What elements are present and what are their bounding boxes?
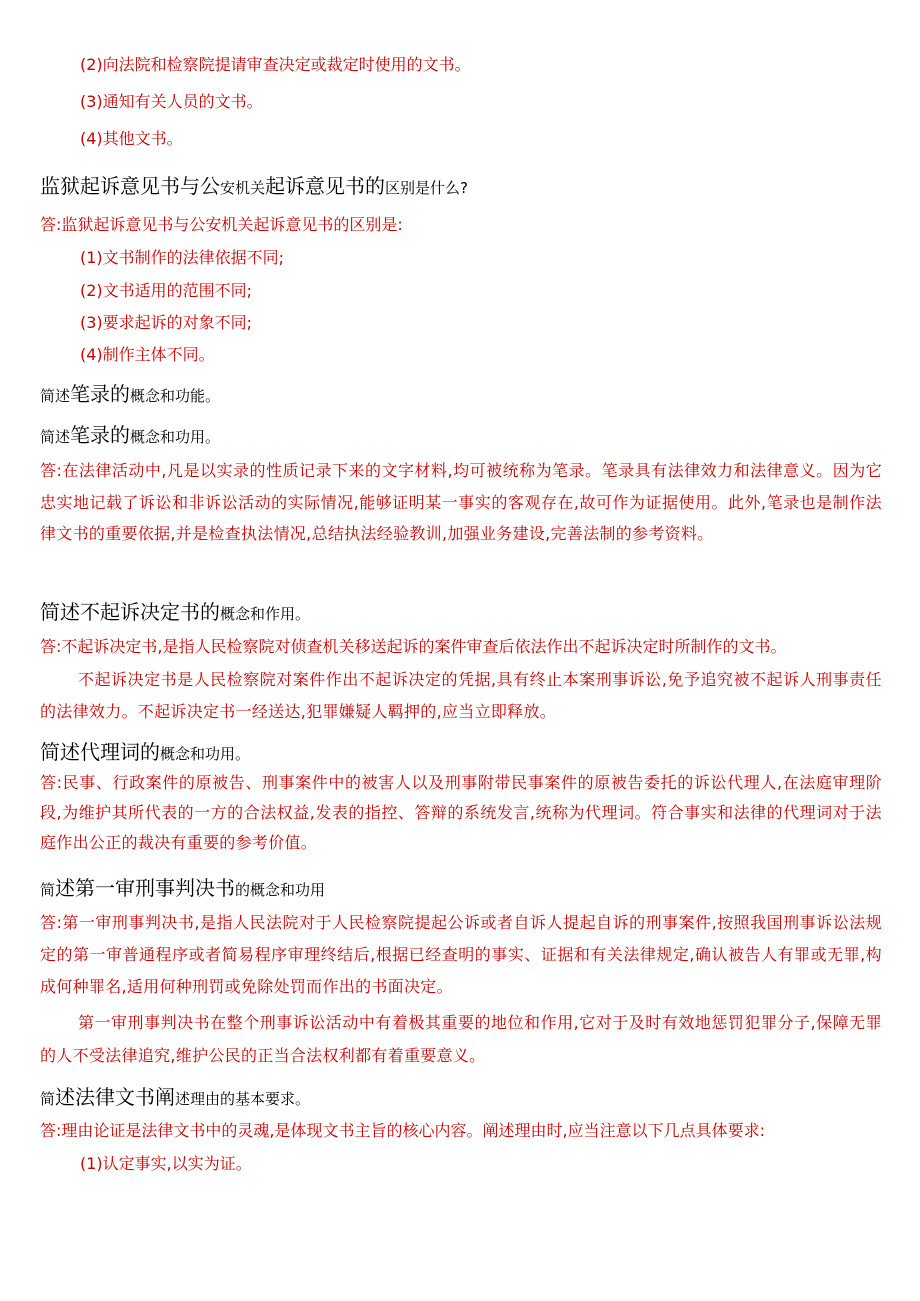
question-heading — [40, 419, 220, 448]
answer-text: 答:监狱起诉意见书与公安机关起诉意见书的区别是: — [40, 215, 403, 234]
heading-part: 安机关 — [220, 179, 266, 197]
heading-part: 概念和功用。 — [130, 428, 221, 446]
answer-text: 答:民事、行政案件的原被告、刑事案件中的被害人以及刑事附带民事案件的原被告委托的诉讼代理人,在法庭审理阶段,为维护其所代表的一方的合法权益,发表的指控、答辩的系统发言,统称为代理词。符合事实和法律的代理词对于法庭作出公正的裁决有重要的参考价值。 — [40, 773, 882, 852]
answer-text: 答:不起诉决定书,是指人民检察院对侦查机关移送起诉的案件审查后依法作出不起诉决定时所制作的文书。 — [40, 637, 787, 656]
heading-part: 概念和功能。 — [130, 387, 221, 405]
heading-part: 概念和作用。 — [220, 605, 311, 623]
heading-part: 简述 — [40, 428, 71, 446]
question-heading — [40, 736, 250, 765]
question-heading — [40, 872, 325, 901]
heading-part: 概念和功用。 — [160, 745, 251, 763]
heading-part: 简述代理词的 — [40, 740, 160, 764]
heading-part: 笔录的 — [70, 423, 131, 447]
list-item: (4)其他文书。 — [80, 129, 183, 148]
list-item: (1)文书制作的法律依据不同; — [80, 248, 285, 267]
answer-text: 不起诉决定书是人民检察院对案件作出不起诉决定的凭据,具有终止本案刑事诉讼,免予追究被不起诉人刑事责任的法律效力。不起诉决定书一经送达,犯罪嫌疑人羁押的,应当立即释放。 — [40, 670, 882, 721]
heading-part: 述理由的基本要求。 — [175, 1090, 311, 1108]
list-item: (3)通知有关人员的文书。 — [80, 92, 263, 111]
heading-part: 简 — [40, 1090, 56, 1108]
list-item: (2)向法院和检察院提请审查决定或裁定时使用的文书。 — [80, 55, 471, 74]
heading-part: 起诉意见书的 — [265, 174, 386, 198]
question-heading — [40, 170, 468, 199]
heading-part: 简述不起诉决定书的 — [40, 600, 220, 624]
heading-part: 简述 — [40, 387, 71, 405]
list-item: (3)要求起诉的对象不同; — [80, 313, 253, 332]
list-item: (2)文书适用的范围不同; — [80, 281, 253, 300]
heading-part: 述法律文书阐 — [55, 1085, 176, 1109]
list-item: (4)制作主体不同。 — [80, 345, 215, 364]
heading-part: 述第一审刑事判决书 — [55, 876, 236, 900]
question-heading — [40, 378, 220, 407]
answer-text: 第一审刑事判决书在整个刑事诉讼活动中有着极其重要的地位和作用,它对于及时有效地惩罚犯罪分子,保障无罪的人不受法律追究,维护公民的正当合法权利都有着重要意义。 — [40, 1013, 882, 1065]
heading-part: 区别是什么? — [385, 179, 468, 197]
heading-part: 笔录的 — [70, 382, 131, 406]
list-item: (1)认定事实,以实为证。 — [80, 1154, 252, 1173]
heading-part: 监狱起诉意见书与公 — [40, 174, 220, 198]
heading-part: 的概念和功用 — [235, 881, 326, 899]
answer-text: 答:在法律活动中,凡是以实录的性质记录下来的文字材料,均可被统称为笔录。笔录具有法律效力和法律意义。因为它忠实地记载了诉讼和非诉讼活动的实际情况,能够证明某一事实的客观存在,故可作为证据使用。此外,笔录也是制作法律文书的重要依据,并是检查执法情况,总结执法经验教训,加强业务建设,完善法制的参考资料。 — [40, 461, 882, 543]
question-heading — [40, 1081, 310, 1110]
answer-text: 答:第一审刑事判决书,是指人民法院对于人民检察院提起公诉或者自诉人提起自诉的刑事案件,按照我国刑事诉讼法规定的第一审普通程序或者简易程序审理终结后,根据已经查明的事实、证据和有关法律规定,确认被告人有罪或无罪,构成何种罪名,适用何种刑罚或免除处罚而作出的书面决定。 — [40, 913, 882, 996]
question-heading — [40, 596, 310, 625]
heading-part: 简 — [40, 881, 56, 899]
answer-text: 答:理由论证是法律文书中的灵魂,是体现文书主旨的核心内容。阐述理由时,应当注意以下几点具体要求: — [40, 1121, 765, 1140]
